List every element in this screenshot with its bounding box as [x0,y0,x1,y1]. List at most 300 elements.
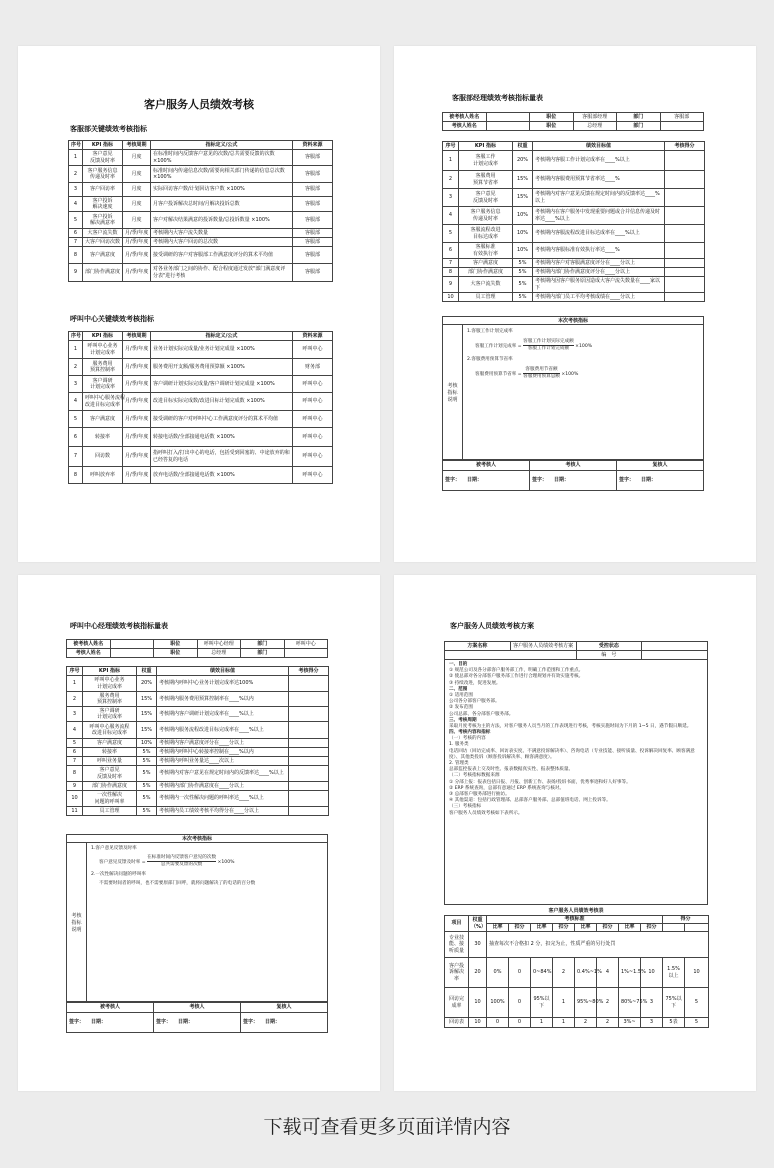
table-cell: 月/季/年度 [123,264,151,282]
table-cell: 5% [513,268,533,277]
date-label: 日期： [640,477,656,484]
score-subheader: 扣分 [597,924,619,932]
table-cell: 客服部 [293,166,333,183]
table-cell: 5% [137,757,157,766]
table-row [443,259,705,268]
table-cell [665,189,705,207]
table-row [443,189,705,207]
score-header: 得分 [663,916,709,924]
info-cell: 呼叫中心 [284,640,328,649]
table-cell [289,707,329,722]
table-row [443,268,705,277]
table-cell: 月/季/年度 [123,447,151,467]
table-cell: 月/季/年度 [123,359,151,376]
table-cell: 7 [443,259,459,268]
table-cell: 考核期内服务费用预算控制率在____%以内 [157,692,289,707]
sign-assessor: 考核人 [530,461,617,471]
column-header: 绩效目标值 [157,667,289,676]
signature-table [442,460,704,491]
table-cell: 服务费用开支额/服务费用预算额 ×100% [151,359,293,376]
table-row [67,807,329,816]
table-cell: 8 [67,766,83,782]
info-cell: 总经理 [573,122,617,131]
table-cell: 呼叫中心 [293,341,333,359]
basis-formulas [91,846,255,887]
table-cell: 客服部 [293,197,333,212]
score-subheader: 扣分 [553,924,575,932]
table-cell: 接受调研的客户对客服部工作满意度评分的算术平均值 [151,247,293,264]
table-cell: 部门协作满意度 [459,268,513,277]
plan-line: ② 发布范围 [449,705,473,711]
table-cell: 放弃电话数/全部接通电话数 ×100% [151,467,293,484]
table-cell: 客服部 [293,150,333,166]
basis-box [442,316,704,460]
score-cell: 20 [469,958,487,988]
table-row [69,359,333,376]
score-cell: 0 [509,988,531,1018]
meta-cell: 编 号 [576,651,642,660]
column-header: 指标定义/公式 [151,141,293,150]
page-assessment-plan [394,575,756,1091]
table-cell: 5 [443,225,459,243]
table-cell: 4 [69,197,83,212]
table-cell: 15% [513,189,533,207]
table-cell: 呼叫中心业务 计划完成率 [83,676,137,692]
plan-line: （三）考核指标 [449,804,482,810]
plan-line: ① 适用范围 [449,692,473,698]
table-cell: 考核期内大客户流失数量 [151,229,293,238]
plan-line: ④ 其他渠道：包括行政管理部、总部客户服务部、总部值班电话、网上投诉等。 [449,798,611,804]
score-cell: 1 [553,988,575,1018]
basis-title: 本次考核指标 [443,317,703,325]
info-cell: 部门 [241,649,285,658]
table-cell: 月/季/年度 [123,428,151,447]
denominator: 总共需要反馈的次数 [160,862,203,868]
table-cell: 5% [137,807,157,816]
table-cell: 客服部 [293,183,333,197]
score-cell: 3%~ [619,1018,641,1028]
page-title: 呼叫中心经理绩效考核指标量表 [70,622,168,630]
formula-lhs: 客户意见反馈及时率 = [99,860,146,866]
table-cell: 客户意见 反馈及时率 [83,766,137,782]
table-cell: 月度 [123,212,151,229]
plan-line: 三、考核周期 [449,717,477,723]
manager-kpi-table [442,141,705,302]
plan-meta-table [444,641,708,660]
table-cell: 实际回访客户数/计划回访客户数 ×100% [151,183,293,197]
table-row [443,225,705,243]
table-cell: 10% [513,207,533,225]
formula-lhs: 客服费用预算节省率 = [475,371,522,377]
column-header: 指标定义/公式 [151,332,293,341]
info-cell: 客服部经理 [573,113,617,122]
table-row [443,171,705,189]
score-cell: 2 [597,988,619,1018]
table-cell [665,171,705,189]
table-row [67,766,329,782]
column-header: 绩效目标值 [533,142,665,151]
plan-line: 2. 管理类 [449,761,469,766]
table-cell: 客户调研计划实际完成量/客户调研计划完成量 ×100% [151,376,293,393]
info-row [67,640,328,649]
table-cell: 7 [67,757,83,766]
table-cell [665,225,705,243]
plan-line: 公司总部、各分部客户服务部。 [449,711,514,717]
table-cell: 6 [69,428,83,447]
plan-line: 客户服务人员绩效考核如下表所示。 [449,810,523,816]
sign-label: 签字： [156,1019,172,1026]
table-row [69,376,333,393]
table-cell: 呼叫中心服务流程 改进目标完成率 [83,722,137,739]
table-cell: 客户满意度 [83,247,123,264]
score-cell: 客户投诉解决率 [445,958,469,988]
table-cell: 考核期内客服标准有效执行率达____% [533,243,665,259]
percent-factor: ×100% [575,344,593,350]
table-cell: 4 [443,207,459,225]
table-cell: 标准时间内传递信息次数/需要向相关部门传递的信息总次数 ×100% [151,166,293,183]
score-cell: 2 [597,1018,619,1028]
score-cell: 2 [575,1018,597,1028]
table-cell: 8 [443,268,459,277]
table-cell [289,782,329,791]
table-cell: 考核期内部门协作满意度在____分以上 [157,782,289,791]
info-cell: 被考核人姓名 [443,113,487,122]
score-row [445,988,709,1018]
table-cell: 客服标准 有效执行率 [459,243,513,259]
table-cell [289,676,329,692]
sign-date-cell [617,471,704,491]
sign-date-cell [67,1013,154,1033]
table-cell: 大客户流失数 [459,277,513,293]
table-cell: 考核期内在客户服务中发现重要问题或合并信息传递及时率达____%以上 [533,207,665,225]
column-header: 考核得分 [289,667,329,676]
callcenter-kpi-table [68,331,333,484]
table-row [69,150,333,166]
table-row [67,757,329,766]
info-cell: 考核人姓名 [67,649,111,658]
table-row [69,229,333,238]
table-cell: 9 [69,264,83,282]
plan-line: ③ 总部客户服务部进行抽访。 [449,791,510,797]
score-cell: 0.4%~1% [575,958,597,988]
score-cell: 3 [641,1018,663,1028]
table-cell: 1 [443,151,459,171]
sign-date-cell [154,1013,241,1033]
info-cell [486,113,530,122]
score-cell: 抽查每次不合格扣 2 分，扣完为止，性质严重的另行处罚 [487,932,709,958]
sign-date-cell [241,1013,328,1033]
table-cell: 客户意见 反馈及时率 [459,189,513,207]
basis-formulas [467,329,592,380]
info-cell [284,649,328,658]
table-cell: 呼叫中心 [293,447,333,467]
table-cell: 5% [137,766,157,782]
formula-2-text: 不需要时间者的呼叫，也不需要原部门回呼，就将问题解决了的电话的百分数 [99,880,256,886]
score-cell: 1 [553,1018,575,1028]
table-cell: 客服部 [293,238,333,247]
plan-body-box [444,659,708,905]
table-cell: 转接率 [83,748,137,757]
plan-line: ① 分部上报：报表包括日报、月报、创新工作、表扬/投诉书面，优秀事迹和好人好事等。 [449,779,631,785]
table-row [443,293,705,302]
table-cell: 大客户流失数 [83,229,123,238]
table-cell: 大客户回访次数 [83,238,123,247]
table-row [67,782,329,791]
table-cell: 20% [137,676,157,692]
info-cell [110,640,154,649]
table-header-row [69,332,333,341]
info-cell: 被考核人姓名 [67,640,111,649]
table-cell: 10 [443,293,459,302]
plan-line: 电话回访（回访完成率、回访表实度、不满意投诉解决率）、咨询电话（专业技能、接听质量、投诉解决回复率、顾客满意度）、其他类投诉（顾客投诉解决率、顾客满意度）。 [449,748,695,760]
table-cell: 4 [69,393,83,411]
table-cell: 3 [69,183,83,197]
table-cell: 月客户投诉解决总时间/月解决投诉总数 [151,197,293,212]
fraction [523,367,560,380]
table-cell: 4 [67,722,83,739]
table-cell: 15% [513,171,533,189]
score-cell: 100% [487,988,509,1018]
basis-box [66,834,328,1002]
section-heading-callcenter-kpi: 呼叫中心关键绩效考核指标 [70,315,154,323]
table-row [67,692,329,707]
denominator: 客服工作计划完成额 [527,346,570,352]
meta-cell [642,642,708,651]
table-cell: 10 [67,791,83,807]
table-row [69,238,333,247]
score-cell: 0 [487,1018,509,1028]
table-cell: 呼叫中心服务流程 改进目标完成率 [83,393,123,411]
assessee-info-table [66,639,328,658]
table-row [443,243,705,259]
column-header: 序号 [69,332,83,341]
formula-1 [475,339,592,352]
table-cell [665,207,705,225]
table-cell: 考核期内客户调研计划完成率在____%以上 [157,707,289,722]
date-label: 日期： [264,1019,280,1026]
table-cell [665,243,705,259]
date-label: 日期： [90,1019,106,1026]
table-cell: 客服工作 计划完成率 [459,151,513,171]
column-header: 考核得分 [665,142,705,151]
table-cell: 客户调研 计划完成率 [83,707,137,722]
table-row [67,739,329,748]
table-cell [289,807,329,816]
table-cell: 呼叫中心 [293,393,333,411]
table-cell: 5% [137,791,157,807]
table-cell [289,748,329,757]
formula-2 [475,367,592,380]
table-cell: 月度 [123,197,151,212]
table-row [67,722,329,739]
table-row [69,264,333,282]
score-cell: 0% [487,958,509,988]
score-cell: 1.5%以上 [663,958,685,988]
table-cell [665,151,705,171]
table-cell: 月度 [123,150,151,166]
basis-label: 考核 指标 说明 [443,325,463,459]
table-cell: 考核期内客服费用预算节省率达____% [533,171,665,189]
table-cell: 考核期内对客户意见反馈在规定时间内的反馈率达____%以上 [533,189,665,207]
sign-reviewer: 复核人 [241,1003,328,1013]
table-cell: 转接电话数/全部接通电话数 ×100% [151,428,293,447]
table-cell: 考核期内呼叫中心转接率控制在____%以内 [157,748,289,757]
meta-cell: 受控状态 [576,642,642,651]
table-cell: 10% [513,225,533,243]
basis-label: 考核 指标 说明 [67,843,87,1001]
table-cell: 月/季/年度 [123,247,151,264]
table-cell: 客服费用 预算节省率 [459,171,513,189]
table-cell: 考核期内客户对客服满意度评分在____分以上 [533,259,665,268]
table-cell: 考核期内客服工作计划完成率在____%以上 [533,151,665,171]
table-cell: 指呼叫打入/打出中心的电话，包括受到回塞的、中途放弃的和已经答复的电话 [151,447,293,467]
score-header: 权重（%） [469,916,487,932]
table-cell: 1 [67,676,83,692]
table-cell: 月/季/年度 [123,467,151,484]
table-cell: 6 [67,748,83,757]
table-cell: 2 [67,692,83,707]
table-cell: 服务费用 预算控制率 [83,359,123,376]
plan-line: （一）考核的内容 [449,736,486,742]
info-cell: 职位 [154,649,198,658]
service-kpi-table [68,140,333,282]
table-cell: 客户满意度 [83,411,123,428]
table-row [69,212,333,229]
table-cell: 10% [513,243,533,259]
numerator: 客服费用节省额 [523,367,560,374]
table-cell: 7 [69,447,83,467]
plan-line: ② ERP 系统查询，总部有意通过 ERP 系统查询与核对。 [449,785,564,791]
table-cell: 财务部 [293,359,333,376]
table-cell: 客服部 [293,247,333,264]
meta-row [445,642,708,651]
score-cell: 4 [597,958,619,988]
formula-1 [99,855,255,868]
signature-table [66,1002,328,1033]
score-table [444,915,709,1028]
numerator: 客服工作计划实际完成额 [523,339,574,346]
score-row [445,958,709,988]
table-cell: 在标准时间内反馈客户意见的次数/总共需要反馈的次数 ×100% [151,150,293,166]
score-subheader [685,924,709,932]
meta-cell: 方案名称 [445,642,511,651]
table-cell: 5% [137,748,157,757]
score-cell: 回访完成率 [445,988,469,1018]
table-cell: 7 [69,238,83,247]
table-row [69,341,333,359]
percent-factor: ×100% [217,860,235,866]
table-row [69,447,333,467]
column-header: 权重 [137,667,157,676]
table-cell: 10% [137,739,157,748]
column-header: KPI 指标 [459,142,513,151]
page-title: 客服部经理绩效考核指标量表 [452,94,543,102]
formula-heading: 1.客服工作计划完成率 [467,329,513,334]
info-cell [486,122,530,131]
table-row [69,393,333,411]
score-subheader: 比率 [531,924,553,932]
info-cell: 总经理 [197,649,241,658]
column-header: 资料来源 [293,141,333,150]
score-cell: 回访表 [445,1018,469,1028]
column-header: 考核周期 [123,332,151,341]
score-subheader: 比率 [575,924,597,932]
table-cell: 8 [69,247,83,264]
formula-heading: 1.客户意见反馈及时率 [91,846,137,851]
score-cell: 80%~75% [619,988,641,1018]
column-header: 资料来源 [293,332,333,341]
table-cell: 3 [69,376,83,393]
table-cell: 呼叫中心业务 计划完成率 [83,341,123,359]
info-cell: 部门 [617,113,661,122]
table-cell: 月/季/年度 [123,341,151,359]
table-cell: 3 [67,707,83,722]
table-cell: 考核期内部门协作满意度评分在____分以上 [533,268,665,277]
meta-cell: 客户服务人员绩效考核方案 [510,642,576,651]
table-row [443,151,705,171]
table-cell: 呼叫中心 [293,376,333,393]
table-cell: 回访数 [83,447,123,467]
table-cell: 2 [443,171,459,189]
date-label: 日期： [553,477,569,484]
plan-line: 二、范围 [449,686,468,692]
table-cell: 考核期内大客户回访的总次数 [151,238,293,247]
page-service-manager [394,46,756,562]
table-cell: 员工管理 [83,807,137,816]
date-label: 日期： [466,477,482,484]
table-cell: 呼叫中心 [293,467,333,484]
fraction [147,855,216,868]
plan-line: ① 规范公司及各分部客户服务部工作，明确工作范围和工作重点。 [449,668,584,674]
table-cell: 5% [513,293,533,302]
column-header: 考核周期 [123,141,151,150]
score-header: 考核标准 [487,916,663,924]
table-cell: 考核期内因客户服务原因造成大客户流失数量在____家以下 [533,277,665,293]
table-cell: 15% [137,692,157,707]
info-cell [110,649,154,658]
table-row [69,467,333,484]
score-cell: 10 [469,988,487,1018]
score-subheader: 比率 [487,924,509,932]
table-cell: 员工管理 [459,293,513,302]
score-cell: 专业技能、接听质量 [445,932,469,958]
column-header: 序号 [67,667,83,676]
table-cell: 5% [513,259,533,268]
table-cell [289,766,329,782]
table-cell: 月/季/年度 [123,393,151,411]
table-cell: 服务费用 预算控制率 [83,692,137,707]
score-subheader: 扣分 [641,924,663,932]
table-cell: 考核期内服务流程改进目标完成率在____%以上 [157,722,289,739]
column-header: KPI 指标 [83,667,137,676]
assessee-info-table [442,112,704,131]
score-subheader [663,924,685,932]
table-row [69,183,333,197]
sign-label: 签字： [69,1019,85,1026]
table-cell: 考核期内员工绩效考核平均得分在____分以上 [157,807,289,816]
formula-heading: 2.一次性解决问题的呼叫率 [91,871,146,877]
column-header: 权重 [513,142,533,151]
footer-download-hint[interactable]: 下载可查看更多页面详情内容 [263,1116,511,1138]
table-cell: 呼叫中心 [293,428,333,447]
info-cell: 职位 [530,122,574,131]
score-row [445,1018,709,1028]
score-cell: 0 [509,1018,531,1028]
table-cell: 客户回访率 [83,183,123,197]
formula-lhs: 客服工作计划完成率 = [475,344,522,350]
plan-line: 公司各分部客户服务部。 [449,699,500,705]
table-cell: 2 [69,359,83,376]
